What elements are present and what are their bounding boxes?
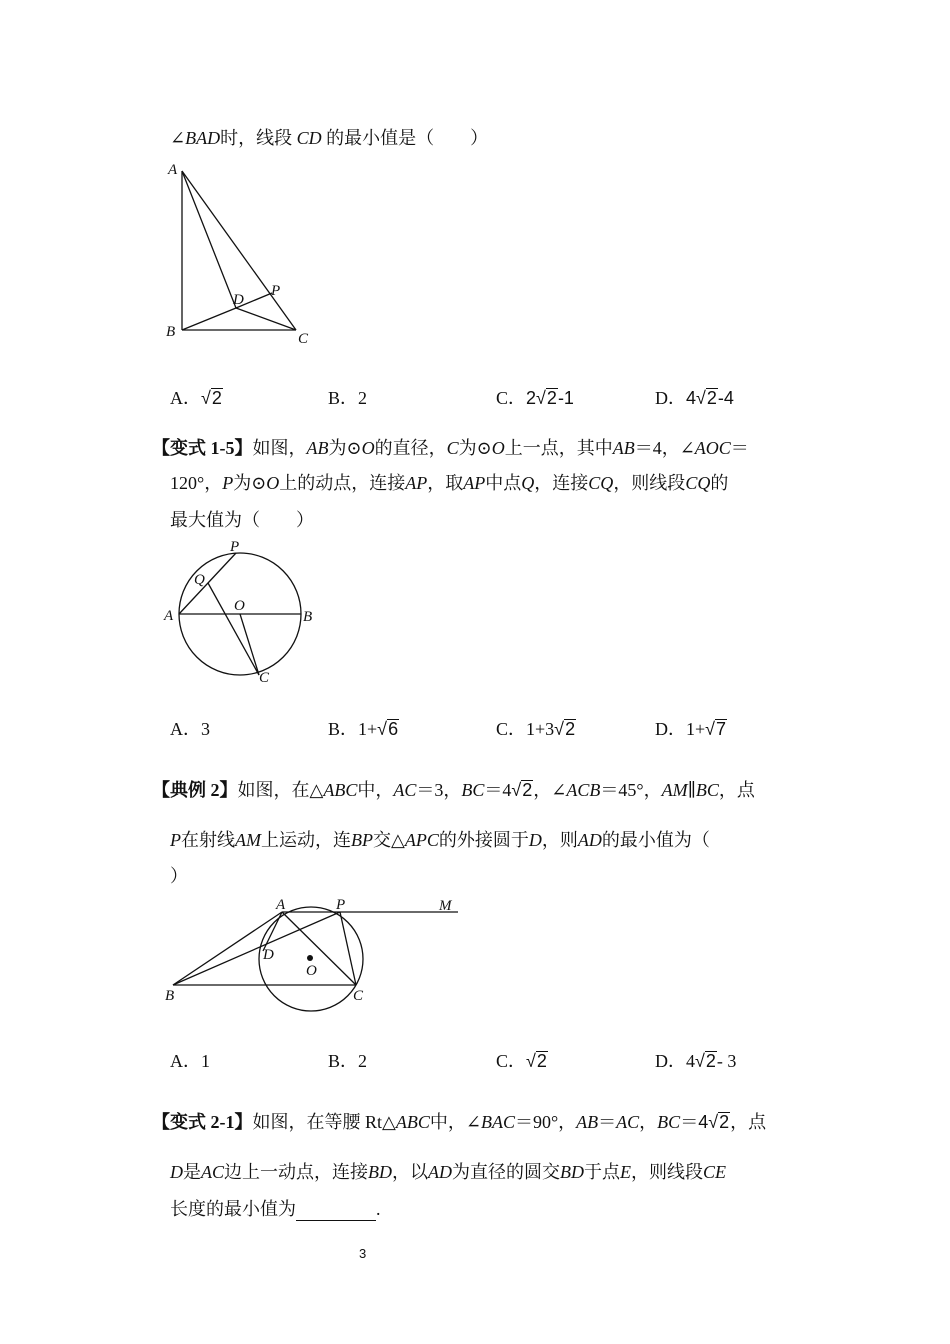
radicand: 7 bbox=[716, 719, 727, 739]
math: P bbox=[222, 473, 234, 493]
math: BP bbox=[351, 830, 373, 850]
sqrt-expression: 4√2 bbox=[698, 1112, 730, 1132]
option-label: C． bbox=[496, 1051, 527, 1071]
stem-end: 的最小值是（ ） bbox=[326, 128, 489, 148]
math: AB bbox=[612, 438, 635, 458]
math: AM bbox=[661, 780, 688, 800]
option-value: 2 bbox=[358, 388, 368, 408]
option-label: B． bbox=[328, 388, 359, 408]
label-d: D bbox=[233, 292, 244, 308]
math: AC bbox=[616, 1112, 640, 1132]
math: O bbox=[266, 473, 280, 493]
radicand: 2 bbox=[705, 1051, 716, 1071]
math: AD bbox=[428, 1162, 453, 1182]
offset: -4 bbox=[717, 388, 734, 408]
center-dot bbox=[307, 955, 313, 961]
math: CE bbox=[703, 1162, 727, 1182]
option-label: B． bbox=[328, 1051, 359, 1071]
prev-option-a[interactable] bbox=[170, 386, 223, 410]
text: 为⊙ bbox=[233, 473, 267, 493]
prev-question-stem bbox=[170, 126, 488, 150]
question-tag: 【变式 1-5】 bbox=[152, 438, 253, 458]
math: BD bbox=[368, 1162, 393, 1182]
text: 如图，在△ bbox=[237, 780, 324, 800]
math: CQ bbox=[685, 473, 711, 493]
text: ，则 bbox=[541, 830, 578, 850]
text: 上运动，连 bbox=[261, 830, 351, 850]
coefficient: 4 bbox=[686, 1051, 695, 1071]
coefficient: 1+ bbox=[358, 719, 378, 739]
math: O bbox=[491, 438, 505, 458]
figure-triangle-abc bbox=[160, 158, 330, 353]
label-c: C bbox=[259, 670, 270, 686]
text: 如图，在等腰 Rt△ bbox=[252, 1112, 396, 1132]
radicand: 2 bbox=[522, 780, 533, 800]
ex2-option-d[interactable] bbox=[655, 1049, 736, 1073]
text: 长度的最小值为 bbox=[170, 1199, 296, 1219]
radicand: 2 bbox=[719, 1112, 730, 1132]
math: ACB bbox=[566, 780, 601, 800]
coefficient: 2 bbox=[526, 388, 537, 408]
sqrt-expression: √2 bbox=[695, 1051, 716, 1071]
sqrt-expression: 4√2-4 bbox=[686, 388, 734, 408]
math: E bbox=[620, 1162, 632, 1182]
label-p: P bbox=[336, 897, 346, 913]
math: ABC bbox=[323, 780, 358, 800]
label-o: O bbox=[234, 598, 245, 614]
option-value: 1 bbox=[201, 1051, 210, 1071]
radicand: 2 bbox=[565, 719, 576, 739]
text: ，则线段 bbox=[613, 473, 686, 493]
question-tag: 【变式 2-1】 bbox=[152, 1112, 253, 1132]
figure-circle-o bbox=[160, 538, 330, 690]
option-label: A． bbox=[170, 1051, 201, 1071]
sqrt-expression: √7 bbox=[705, 719, 727, 739]
label-a: A bbox=[168, 162, 178, 178]
math: BC bbox=[657, 1112, 681, 1132]
math: AM bbox=[235, 830, 261, 850]
text: 的直径， bbox=[374, 438, 447, 458]
coefficient: 1+3 bbox=[526, 719, 555, 739]
q15-option-b[interactable] bbox=[328, 717, 399, 741]
math: BAC bbox=[480, 1112, 515, 1132]
label-c: C bbox=[353, 988, 364, 1004]
sqrt-expression: √2 bbox=[201, 388, 222, 408]
segment-cd: CD bbox=[296, 128, 322, 148]
option-label: D． bbox=[655, 388, 686, 408]
q15-line-1 bbox=[152, 436, 749, 460]
option-label: C． bbox=[496, 719, 527, 739]
text: 的外接圆于 bbox=[438, 830, 529, 850]
text: 为直径的圆交 bbox=[452, 1162, 561, 1182]
label-m: M bbox=[439, 898, 452, 914]
coefficient: 1+ bbox=[686, 719, 706, 739]
text: 120°， bbox=[170, 473, 223, 493]
radicand: 2 bbox=[211, 388, 222, 408]
text: 的 bbox=[710, 473, 729, 493]
stem-text: 时，线段 bbox=[220, 128, 293, 148]
text: 交△ bbox=[373, 830, 405, 850]
option-label: B． bbox=[328, 719, 359, 739]
option-label: A． bbox=[170, 388, 201, 408]
label-p: P bbox=[271, 283, 281, 299]
math: AP bbox=[405, 473, 428, 493]
text: 于点 bbox=[584, 1162, 621, 1182]
text: ＝4 bbox=[484, 780, 512, 800]
text: ＝ bbox=[680, 1112, 699, 1132]
text: ， bbox=[639, 1112, 658, 1132]
text: 中， bbox=[357, 780, 394, 800]
math: AP bbox=[463, 473, 486, 493]
ex2-line-3: ） bbox=[170, 866, 188, 886]
option-value: 3 bbox=[201, 719, 210, 739]
option-label: D． bbox=[655, 719, 686, 739]
text: 是 bbox=[183, 1162, 201, 1182]
text: ＝45°， bbox=[600, 780, 662, 800]
math: AC bbox=[393, 780, 417, 800]
text: ＝4，∠ bbox=[634, 438, 695, 458]
math: APC bbox=[404, 830, 439, 850]
page-number: 3 bbox=[359, 1246, 367, 1261]
option-label: A． bbox=[170, 719, 201, 739]
text: ＝3， bbox=[416, 780, 462, 800]
q15-option-d[interactable] bbox=[655, 717, 727, 741]
sqrt-expression: √2 bbox=[554, 719, 576, 739]
text: ＝90°， bbox=[514, 1112, 577, 1132]
label-b: B bbox=[303, 609, 313, 625]
math: ABC bbox=[395, 1112, 430, 1132]
text: ＝ bbox=[730, 438, 749, 458]
q21-line-2 bbox=[170, 1160, 726, 1184]
text: . bbox=[376, 1199, 381, 1219]
offset: - 3 bbox=[716, 1051, 737, 1071]
sqrt-expression: 2√2-1 bbox=[526, 388, 574, 408]
math: BC bbox=[695, 780, 719, 800]
offset: -1 bbox=[557, 388, 574, 408]
ex2-line-2 bbox=[170, 828, 710, 852]
option-label: D． bbox=[655, 1051, 686, 1071]
radicand: 2 bbox=[546, 388, 557, 408]
radicand: 2 bbox=[536, 1051, 547, 1071]
label-c: C bbox=[298, 331, 309, 347]
text: ，以 bbox=[392, 1162, 429, 1182]
radicand: 2 bbox=[706, 388, 717, 408]
label-b: B bbox=[165, 988, 175, 1004]
option-value: 2 bbox=[358, 1051, 368, 1071]
prev-option-d[interactable] bbox=[655, 386, 734, 410]
math: CQ bbox=[588, 473, 614, 493]
ex2-line-1 bbox=[152, 778, 755, 802]
text: 边上一动点，连接 bbox=[224, 1162, 369, 1182]
figure-circumcircle-apc bbox=[160, 893, 470, 1023]
sqrt-expression: √6 bbox=[377, 719, 399, 739]
text: ，∠ bbox=[533, 780, 567, 800]
q15-line-3: 最大值为（ ） bbox=[170, 510, 314, 530]
math: AOC bbox=[694, 438, 731, 458]
math: Q bbox=[521, 473, 535, 493]
math: BC bbox=[461, 780, 485, 800]
text: 在射线 bbox=[181, 830, 235, 850]
ex2-option-b[interactable] bbox=[328, 1049, 367, 1073]
text: 的最小值为（ bbox=[601, 830, 710, 850]
text: 为⊙ bbox=[328, 438, 362, 458]
label-a: A bbox=[164, 608, 174, 624]
radicand: 6 bbox=[388, 719, 399, 739]
q15-line-2 bbox=[170, 471, 728, 495]
math: D bbox=[528, 830, 542, 850]
label-o: O bbox=[306, 963, 317, 979]
label-b: B bbox=[166, 324, 176, 340]
answer-blank[interactable] bbox=[296, 1202, 376, 1221]
text: ，点 bbox=[718, 780, 755, 800]
text: 上一点，其中 bbox=[504, 438, 613, 458]
math: D bbox=[170, 1162, 183, 1182]
prev-option-c[interactable] bbox=[496, 386, 574, 410]
text: ，连接 bbox=[534, 473, 589, 493]
math: AB bbox=[306, 438, 329, 458]
text: ∥ bbox=[687, 780, 696, 800]
question-tag: 【典例 2】 bbox=[152, 780, 238, 800]
text: 为⊙ bbox=[458, 438, 492, 458]
prev-option-b[interactable] bbox=[328, 386, 367, 410]
math: AC bbox=[201, 1162, 225, 1182]
math: AD bbox=[577, 830, 602, 850]
sqrt-expression: √2 bbox=[526, 1051, 547, 1071]
text: ，则线段 bbox=[631, 1162, 704, 1182]
q15-option-c[interactable] bbox=[496, 717, 576, 741]
q21-line-3 bbox=[170, 1197, 381, 1221]
text: ，点 bbox=[730, 1112, 767, 1132]
math: O bbox=[361, 438, 375, 458]
text: 如图， bbox=[252, 438, 307, 458]
q21-line-1 bbox=[152, 1110, 766, 1134]
math: BD bbox=[560, 1162, 585, 1182]
math: C bbox=[446, 438, 459, 458]
text: 上的动点，连接 bbox=[279, 473, 406, 493]
option-label: C． bbox=[496, 388, 527, 408]
sqrt-expression: √2 bbox=[511, 780, 533, 800]
math: AB bbox=[576, 1112, 599, 1132]
text: 中点 bbox=[485, 473, 522, 493]
angle-bad: ∠BAD bbox=[170, 128, 221, 148]
text: ，取 bbox=[427, 473, 464, 493]
label-d: D bbox=[263, 947, 274, 963]
math: P bbox=[170, 830, 181, 850]
label-p: P bbox=[230, 539, 240, 555]
coefficient: 4 bbox=[698, 1112, 709, 1132]
q15-option-a[interactable] bbox=[170, 717, 210, 741]
label-q: Q bbox=[194, 572, 205, 588]
ex2-option-a[interactable] bbox=[170, 1049, 210, 1073]
coefficient: 4 bbox=[686, 388, 697, 408]
label-a: A bbox=[276, 897, 286, 913]
ex2-option-c[interactable] bbox=[496, 1049, 548, 1073]
text: 中，∠ bbox=[429, 1112, 481, 1132]
text: ＝ bbox=[598, 1112, 617, 1132]
